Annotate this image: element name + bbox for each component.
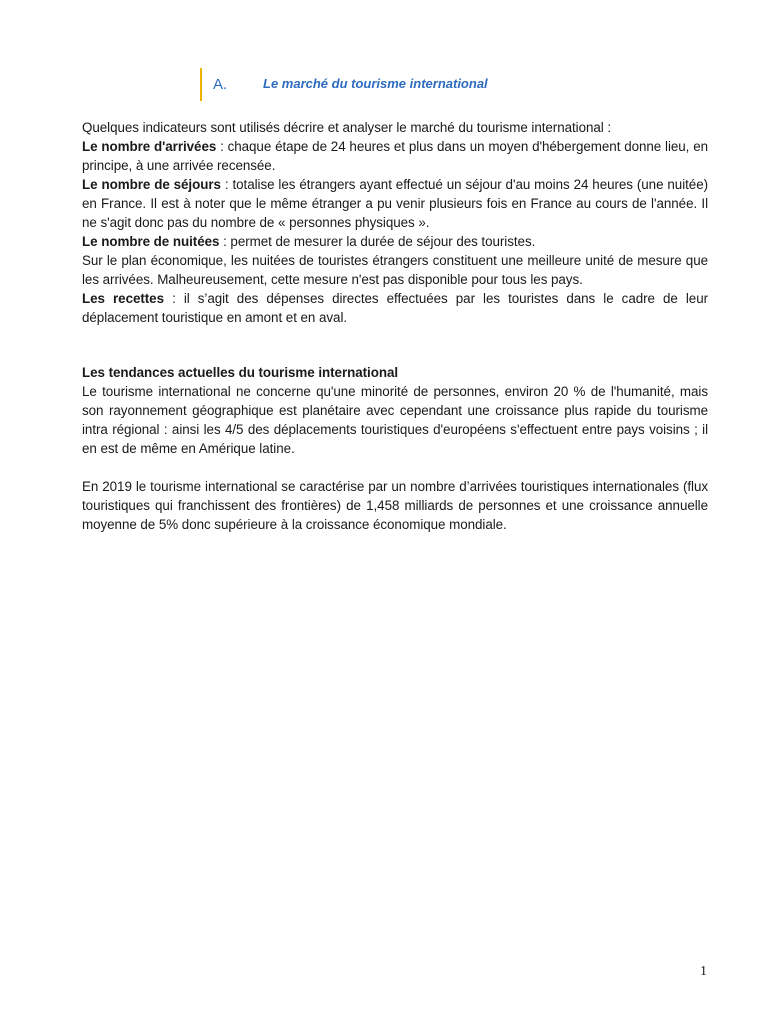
page-number: 1 bbox=[700, 964, 707, 979]
paragraph-2019-block bbox=[82, 477, 708, 534]
definition-term: Le nombre d'arrivées bbox=[82, 139, 217, 154]
indicators-block bbox=[82, 118, 708, 327]
definition-sejours bbox=[82, 175, 708, 232]
tendances-heading: Les tendances actuelles du tourisme international bbox=[82, 365, 399, 380]
definition-term: Le nombre de séjours bbox=[82, 177, 221, 192]
heading-accent-bar bbox=[200, 68, 202, 101]
intro-paragraph: Quelques indicateurs sont utilisés décrire et analyser le marché du tourisme international : bbox=[82, 120, 612, 135]
definition-term: Le nombre de nuitées bbox=[82, 234, 220, 249]
section-heading bbox=[200, 68, 488, 101]
section-letter: A. bbox=[213, 76, 228, 93]
definition-text: : totalise les étrangers ayant effectué un séjour d'au moins 24 heures (une nuitée) en France. Il est à noter que le même étranger a pu venir plusieurs fois en France au cours de l'année. Il ne s'agit donc pas du nombre de « personnes physiques ». bbox=[82, 177, 709, 230]
section-title: Le marché du tourisme international bbox=[263, 76, 488, 91]
tendances-paragraph: Le tourisme international ne concerne qu'une minorité de personnes, environ 20 % de l'humanité, mais son rayonnement géographique est planétaire avec cependant une croissance plus rapide du tourisme intra régional : ainsi les 4/5 des déplacements touristiques d'européens s'effectuent entre pays voisins ; il en est de même en Amérique latine. bbox=[82, 384, 708, 456]
definition-arrivees bbox=[82, 137, 708, 175]
definition-term: Les recettes bbox=[82, 291, 164, 306]
tendances-block bbox=[82, 363, 708, 458]
definition-text: : chaque étape de 24 heures et plus dans un moyen d'hébergement donne lieu, en principe, à une arrivée recensée. bbox=[82, 139, 708, 173]
paragraph-2019: En 2019 le tourisme international se caractérise par un nombre d’arrivées touristiques internationales (flux touristiques qui franchissent des frontières) de 1,458 milliards de personnes et une croissance annuelle moyenne de 5% donc supérieure à la croissance économique mondiale. bbox=[82, 479, 708, 532]
definition-recettes bbox=[82, 289, 708, 327]
nuitees-note-paragraph: Sur le plan économique, les nuitées de touristes étrangers constituent une meilleure unité de mesure que les arrivées. Malheureusement, cette mesure n'est pas disponible pour tous les pays. bbox=[82, 253, 708, 287]
definition-text: : permet de mesurer la durée de séjour des touristes. bbox=[219, 234, 536, 249]
definition-nuitees bbox=[82, 232, 708, 251]
definition-text: : il s’agit des dépenses directes effectuées par les touristes dans le cadre de leur déplacement touristique en amont et en aval. bbox=[82, 291, 709, 325]
